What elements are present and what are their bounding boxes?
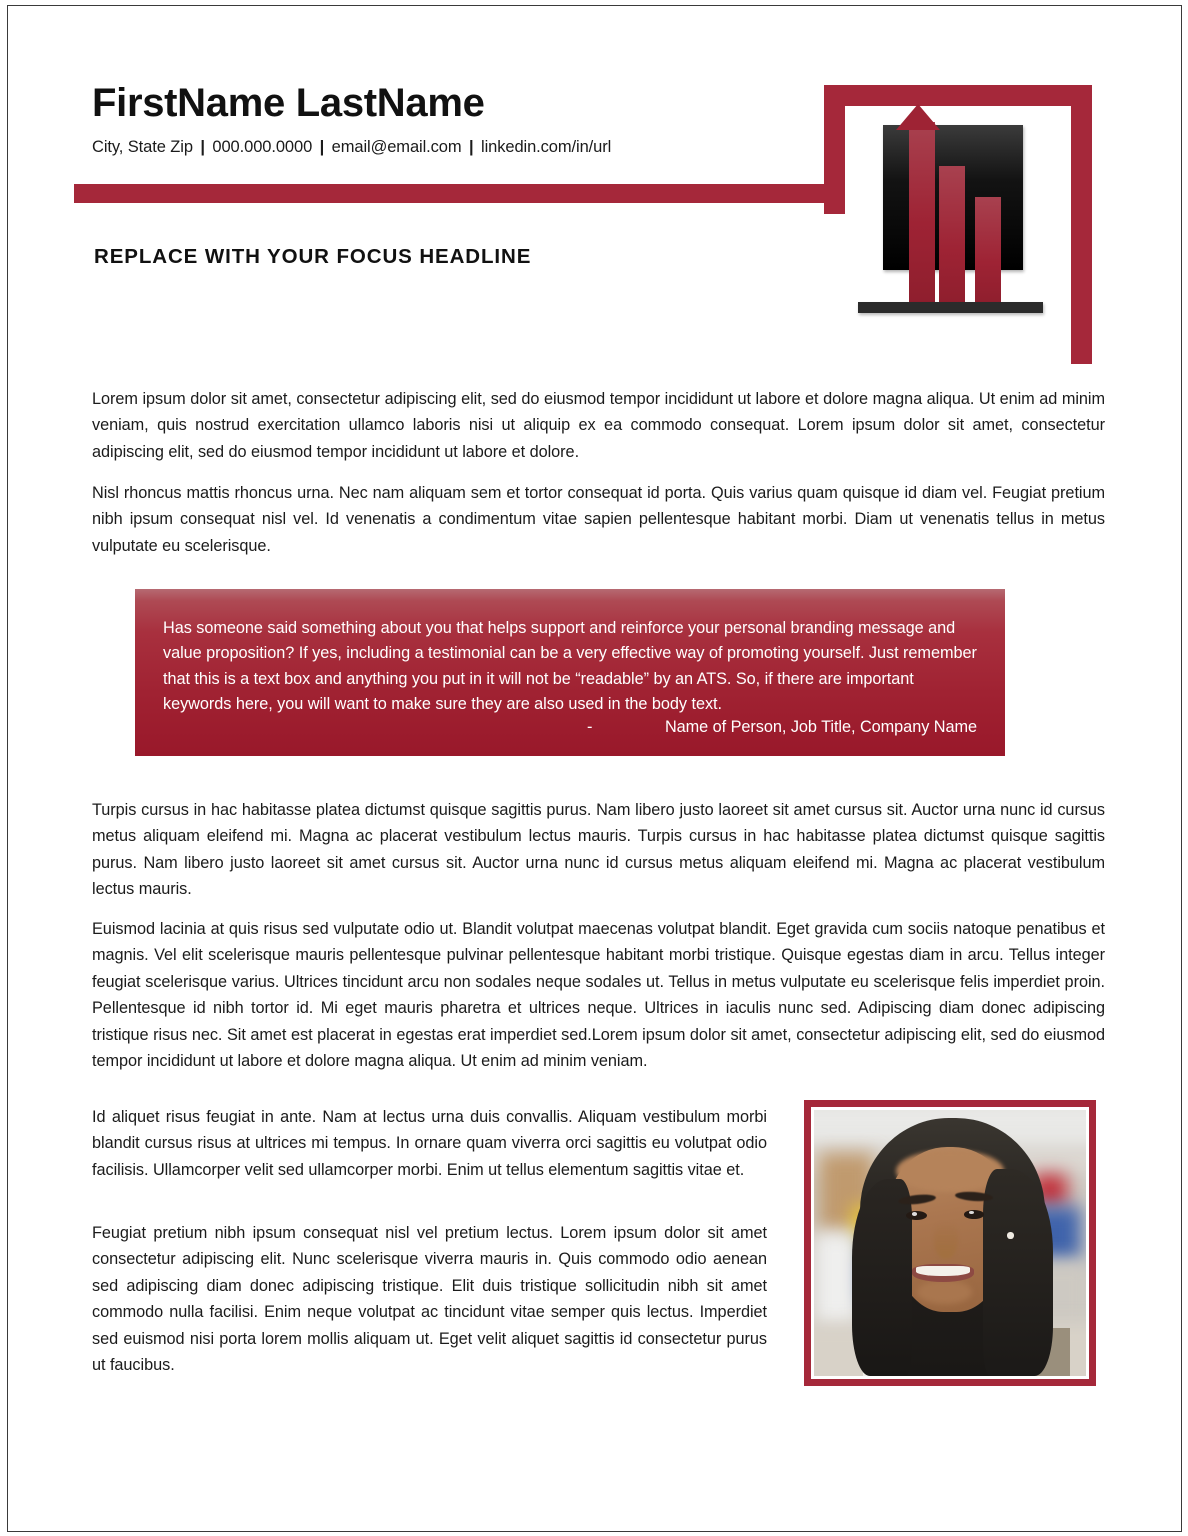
page-title: FirstName LastName (92, 81, 485, 125)
up-arrow-head-shape (896, 104, 940, 130)
contact-email[interactable]: email@email.com (331, 138, 462, 156)
photo-hair-right-shape (983, 1169, 1054, 1376)
contact-separator-1: | (200, 138, 205, 156)
photo-hair-left-shape (852, 1179, 912, 1376)
focus-headline: REPLACE WITH YOUR FOCUS HEADLINE (94, 245, 532, 268)
body-paragraph: Id aliquet risus feugiat in ante. Nam at lectus urna duis convallis. Aliquam vestibulum morbi blandit cursus risus at ultrices mi tempus. In ornare quam viverra orci sagittis eu volutpat odio facilisis. Ullamcorper velit sed ullamcorper morbi. Enim ut tellus elementum sagittis vitae et. (92, 1108, 767, 1179)
chart-bar-right-shape (975, 197, 1001, 306)
portrait-photo-frame (804, 1100, 1096, 1386)
testimonial-attribution (163, 718, 977, 737)
testimonial-callout-box (135, 589, 1005, 756)
contact-phone[interactable]: 000.000.0000 (212, 138, 313, 156)
testimonial-attribution-name: Name of Person, Job Title, Company Name (664, 718, 977, 736)
photo-eye-highlight-shape (912, 1212, 917, 1215)
portrait-photo (814, 1110, 1086, 1376)
contact-location: City, State Zip (92, 138, 193, 156)
chart-bar-middle-shape (939, 166, 965, 306)
contact-separator-2: | (319, 138, 325, 156)
resume-page (7, 5, 1182, 1532)
contact-linkedin[interactable]: linkedin.com/in/url (481, 138, 612, 156)
photo-earring-shape (1007, 1232, 1014, 1238)
chart-baseline-shape (858, 302, 1043, 313)
contact-line (92, 138, 792, 157)
body-paragraph: Euismod lacinia at quis risus sed vulputate odio ut. Blandit volutpat maecenas volutpat blandit. Eget gravida cum sociis natoque penatibus et magnis. Vel elit scelerisque mauris pellentesque pulvinar pellentesque habitant morbi tristique. Quisque egestas diam in arcu. Tellus integer feugiat scelerisque varius. Ultrices tincidunt arcu non sodales neque sodales ut. Tellus in metus vulputate eu scelerisque felis imperdiet proin. Pellentesque id nibh tortor id. Mi eget mauris pharetra et ultrices neque. Ultrices in iaculis nunc sed. Adipiscing diam donec adipiscing tristique risus nec. Sit amet est placerat in egestas erat imperdiet sed.Lorem ipsum dolor sit amet, consectetur adipiscing elit, sed do eiusmod tempor incididunt ut labore et dolore magna aliqua. Ut enim ad minim veniam. (92, 920, 1105, 1070)
header-accent-rule (74, 184, 839, 203)
testimonial-attribution-dash: - (586, 718, 593, 736)
bracket-right-arm-shape (1071, 85, 1092, 364)
testimonial-text: Has someone said something about you that helps support and reinforce your personal branding message and value proposition? If yes, including a testimonial can be a very effective way of promoting yourself. Just remember that this is a text box and anything you put in it will not be “readable” by an ATS. So, if there are important keywords here, you will want to make sure they are also used in the body text. (163, 619, 977, 713)
body-paragraph: Nisl rhoncus mattis rhoncus urna. Nec nam aliquam sem et tortor consequat id porta. Quis varius quam quisque id diam vel. Feugiat pretium nibh ipsum consequat nisl vel. Id venenatis a condimentum vitae sapien pellentesque habitant morbi. Diam ut venenatis tellus in metus vulputate eu scelerisque. (92, 484, 1105, 555)
body-paragraph: Turpis cursus in hac habitasse platea dictumst quisque sagittis purus. Nam libero justo laoreet sit amet cursus sit. Auctor urna nunc id cursus metus aliquam eleifend mi. Magna ac placerat vestibulum lectus mauris. Turpis cursus in hac habitasse platea dictumst quisque sagittis purus. Nam libero justo laoreet sit amet cursus sit. Auctor urna nunc id cursus metus aliquam eleifend mi. Magna ac placerat vestibulum lectus mauris. (92, 801, 1105, 899)
body-paragraph: Feugiat pretium nibh ipsum consequat nisl vel pretium lectus. Lorem ipsum dolor sit amet consectetur adipiscing elit. Nunc scelerisque viverra mauris in. Quis commodo odio aenean sed adipiscing diam donec adipiscing tristique. Elit duis tristique sollicitudin nibh sit amet commodo nulla facilisi. Enim neque volutpat ac tincidunt vitae semper quis lectus. Imperdiet sed euismod nisi porta lorem mollis aliquam ut. Eget velit aliquet sagittis id consectetur purus ut faucibus. (92, 1224, 767, 1374)
body-paragraph: Lorem ipsum dolor sit amet, consectetur adipiscing elit, sed do eiusmod tempor incididunt ut labore et dolore magna aliqua. Ut enim ad minim veniam, quis nostrud exercitation ullamco laboris nisi ut aliquip ex ea commodo consequat. Lorem ipsum dolor sit amet, consectetur adipiscing elit, sed do eiusmod tempor incididunt ut labore et dolore. (92, 390, 1105, 461)
header-name-block (92, 82, 792, 157)
photo-background-shape (814, 1232, 858, 1328)
photo-nose-shape (934, 1222, 958, 1259)
photo-chin-shape (917, 1280, 971, 1304)
photo-teeth-shape (916, 1266, 970, 1276)
up-arrow-shaft-shape (909, 122, 935, 306)
growth-bar-chart-icon (813, 74, 1113, 366)
bracket-top-arm-shape (824, 85, 1092, 106)
contact-separator-3: | (469, 138, 474, 156)
